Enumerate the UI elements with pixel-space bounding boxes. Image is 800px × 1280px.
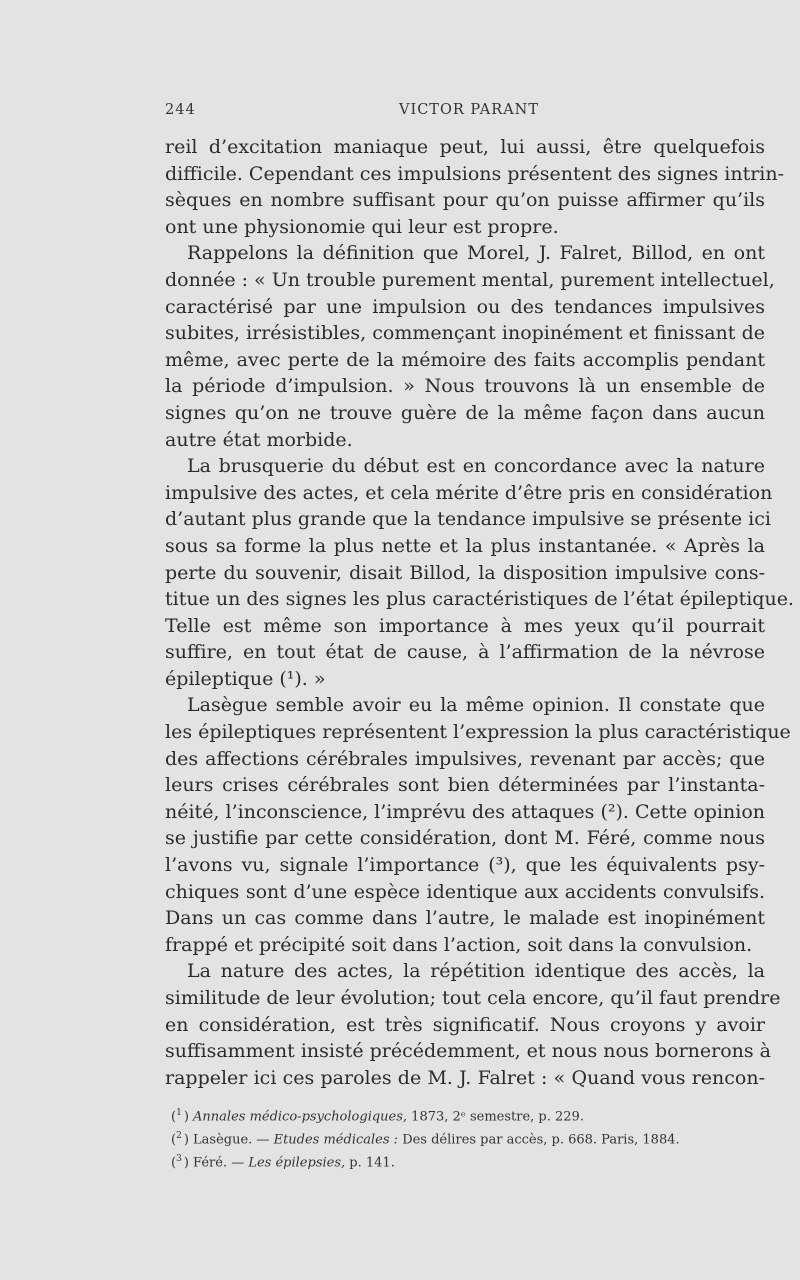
text-line: les épileptiques représentent l’expression la plus caractéristique xyxy=(165,721,791,744)
paragraph xyxy=(165,692,791,958)
paragraph xyxy=(165,240,775,453)
text-line: suffisamment insisté précédemment, et nous nous bornerons à xyxy=(165,1040,772,1063)
text-line: sèques en nombre suffisant pour qu’on puisse affirmer qu’ils xyxy=(165,189,765,212)
text-line: Telle est même son importance à mes yeux qu’il pourrait xyxy=(165,614,765,637)
text-line: l’avons vu, signale l’importance (³), que les équivalents psy- xyxy=(165,854,765,877)
text-line: épileptique (¹). » xyxy=(165,667,326,690)
text-line: même, avec perte de la mémoire des faits accomplis pendant xyxy=(165,348,765,371)
text-line: Dans un cas comme dans l’autre, le malade est inopinément xyxy=(165,907,765,930)
body-text xyxy=(165,134,794,1091)
text-line: des affections cérébrales impulsives, revenant par accès; que xyxy=(165,747,765,770)
footnote-mark: 3 xyxy=(176,1153,182,1164)
text-line: donnée : « Un trouble purement mental, purement intellectuel, xyxy=(165,268,775,291)
footnote-title: Etudes médicales : xyxy=(273,1132,399,1148)
text-line: similitude de leur évolution; tout cela encore, qu’il faut prendre xyxy=(165,987,781,1009)
text-line: Lasègue semble avoir eu la même opinion. Il constate que xyxy=(187,694,765,717)
text-line: difficile. Cependant ces impulsions présentent des signes intrin- xyxy=(165,162,785,185)
text-line: chiques sont d’une espèce identique aux accidents convulsifs. xyxy=(165,880,765,903)
text-line: d’autant plus grande que la tendance impulsive se présente ici xyxy=(165,508,771,531)
running-header xyxy=(165,102,765,124)
footnote-details: p. 141. xyxy=(345,1154,395,1170)
text-line: ont une physionomie qui leur est propre. xyxy=(165,215,559,238)
text-line: perte du souvenir, disait Billod, la disposition impulsive cons- xyxy=(165,561,765,584)
footnote-author: Féré. — xyxy=(193,1154,249,1170)
text-line: la période d’impulsion. » Nous trouvons là un ensemble de xyxy=(165,375,765,398)
text-line: signes qu’on ne trouve guère de la même façon dans aucun xyxy=(165,401,765,424)
footnote-title: Annales médico-psychologiques, xyxy=(193,1109,408,1125)
paragraph xyxy=(165,958,781,1091)
paragraph xyxy=(165,453,794,692)
footnote-details: 1873, 2ᵉ semestre, p. 229. xyxy=(407,1109,584,1125)
footnote: ($^2$ ) Lasègue. — Etudes médicales : Des délires par accès, p. 668. Paris, 1884. xyxy=(171,1130,680,1148)
running-title: VICTOR PARANT xyxy=(399,102,540,118)
text-line: caractérisé par une impulsion ou des tendances impulsives xyxy=(165,295,765,318)
text-line: rappeler ici ces paroles de M. J. Falret : « Quand vous rencon- xyxy=(165,1066,765,1089)
text-line: en considération, est très significatif. Nous croyons y avoir xyxy=(165,1013,765,1036)
text-line: Rappelons la définition que Morel, J. Falret, Billod, en ont xyxy=(187,242,765,265)
text-line: La brusquerie du début est en concordance avec la nature xyxy=(187,455,765,478)
footnote-mark: 1 xyxy=(176,1108,182,1118)
footnote-title: Les épilepsies, xyxy=(248,1154,346,1170)
text-line: frappé et précipité soit dans l’action, soit dans la convulsion. xyxy=(165,933,753,956)
text-line: néité, l’inconscience, l’imprévu des attaques (²). Cette opinion xyxy=(165,800,765,823)
text-line: sous sa forme la plus nette et la plus instantanée. « Après la xyxy=(165,534,765,557)
text-line: La nature des actes, la répétition identique des accès, la xyxy=(187,960,765,983)
paragraph xyxy=(165,134,785,240)
footnote: ($^1$ ) Annales médico-psychologiques, 1873, 2ᵉ semestre, p. 229. xyxy=(171,1108,584,1125)
text-line: impulsive des actes, et cela mérite d’être pris en considération xyxy=(165,481,773,504)
text-line: titue un des signes les plus caractéristiques de l’état épileptique. xyxy=(165,588,794,611)
text-line: leurs crises cérébrales sont bien déterminées par l’instanta- xyxy=(165,774,765,797)
text-line: subites, irrésistibles, commençant inopinément et finissant de xyxy=(165,322,765,345)
footnotes xyxy=(171,1104,761,1172)
footnote-mark: 2 xyxy=(176,1130,182,1141)
footnote-author: Lasègue. — xyxy=(193,1132,274,1148)
footnote: ($^3$ ) Féré. — Les épilepsies, p. 141. xyxy=(171,1153,395,1170)
footnote-details: Des délires par accès, p. 668. Paris, 1884. xyxy=(398,1132,680,1148)
text-line: se justifie par cette considération, dont M. Féré, comme nous xyxy=(165,827,765,850)
text-line: reil d’excitation maniaque peut, lui aussi, être quelquefois xyxy=(165,136,765,158)
page-number: 244 xyxy=(165,102,196,118)
text-line: autre état morbide. xyxy=(165,428,353,451)
text-line: suffire, en tout état de cause, à l’affirmation de la névrose xyxy=(165,641,765,664)
